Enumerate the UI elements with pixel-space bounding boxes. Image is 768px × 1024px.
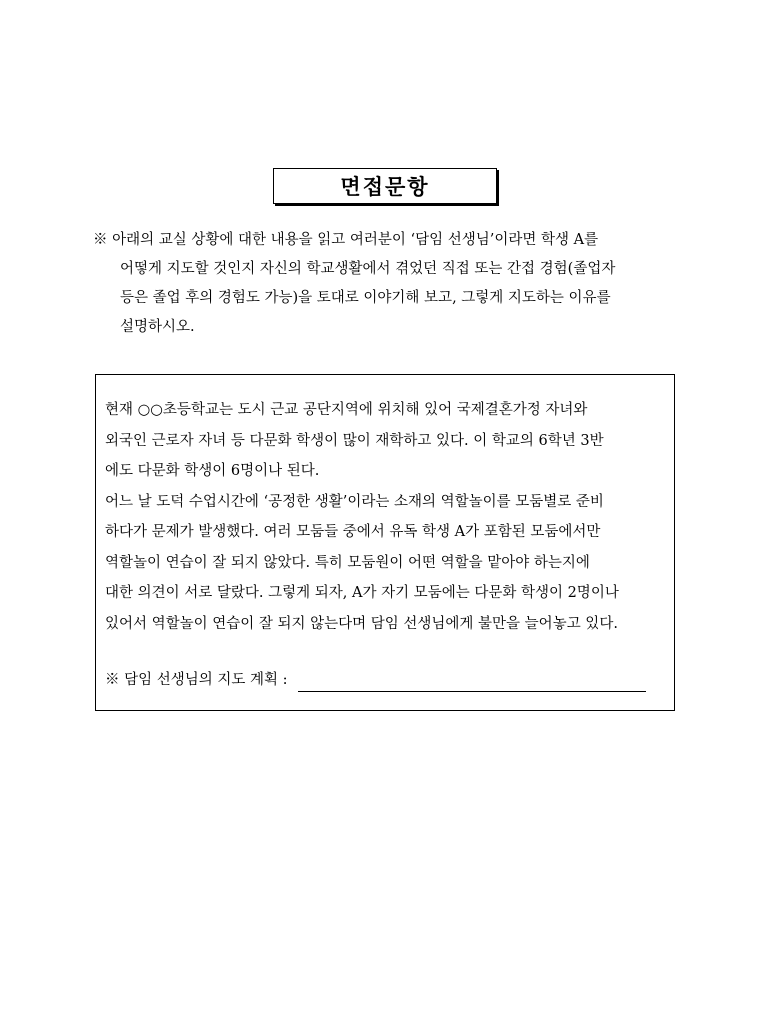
scenario-box bbox=[95, 374, 675, 711]
scenario-line: 하다가 문제가 발생했다. 여러 모둠들 중에서 유독 학생 A가 포함된 모둠에서만 bbox=[105, 524, 601, 540]
instruction-paragraph bbox=[93, 226, 683, 342]
scenario-line: 에도 다문화 학생이 6명이나 된다. bbox=[105, 463, 320, 479]
scenario-text bbox=[105, 395, 670, 639]
instruction-line: 설명하시오. bbox=[120, 319, 195, 335]
instruction-line: 등은 졸업 후의 경험도 가능)을 토대로 이야기해 보고, 그렇게 지도하는 이유를 bbox=[120, 290, 611, 306]
scenario-line: 대한 의견이 서로 달랐다. 그렇게 되자, A가 자기 모둠에는 다문화 학생이 2명이나 bbox=[105, 585, 619, 601]
page-title: 면접문항 bbox=[273, 168, 497, 204]
scenario-line: 어느 날 도덕 수업시간에 ‘공정한 생활’이라는 소재의 역할놀이를 모둠별로 준비 bbox=[105, 493, 604, 510]
guidance-plan-row bbox=[105, 662, 670, 692]
guidance-plan-field[interactable] bbox=[298, 669, 646, 692]
guidance-plan-label: ※ 담임 선생님의 지도 계획 : bbox=[105, 672, 288, 688]
scenario-line: 외국인 근로자 자녀 등 다문화 학생이 많이 재학하고 있다. 이 학교의 6학년 3반 bbox=[105, 432, 604, 449]
instruction-line: ※ 아래의 교실 상황에 대한 내용을 읽고 여러분이 ‘담임 선생님’이라면 학생 A를 bbox=[93, 232, 599, 248]
scenario-line: 있어서 역할놀이 연습이 잘 되지 않는다며 담임 선생님에게 불만을 늘어놓고 있다. bbox=[105, 615, 618, 632]
instruction-line: 어떻게 지도할 것인지 자신의 학교생활에서 겪었던 직접 또는 간접 경험(졸업자 bbox=[120, 261, 616, 277]
scenario-line: 현재 ○○초등학교는 도시 근교 공단지역에 위치해 있어 국제결혼가정 자녀와 bbox=[105, 402, 588, 418]
scenario-line: 역할놀이 연습이 잘 되지 않았다. 특히 모둠원이 어떤 역할을 맡아야 하는지에 bbox=[105, 554, 590, 571]
